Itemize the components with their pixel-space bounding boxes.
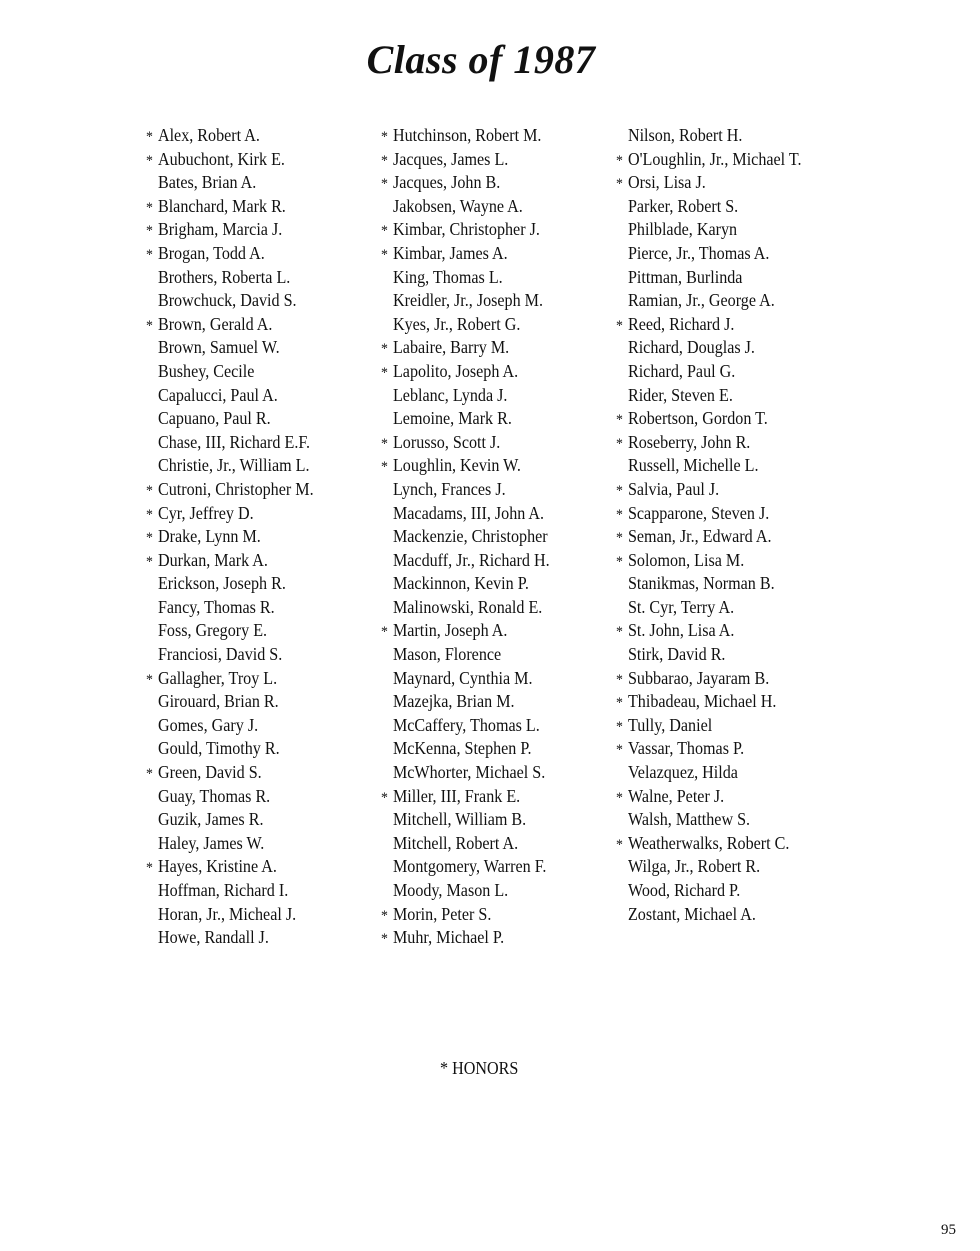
name-entry: [381, 855, 550, 879]
student-name: Green, David S.: [157, 762, 262, 783]
student-name: Brown, Samuel W.: [157, 337, 280, 358]
honors-marker: *: [146, 553, 153, 570]
student-name: Solomon, Lisa M.: [627, 549, 745, 570]
student-name: Erickson, Joseph R.: [157, 573, 286, 594]
student-name: Mackinnon, Kevin P.: [392, 573, 529, 594]
student-name: Gallagher, Troy L.: [157, 667, 278, 688]
name-entry: [146, 171, 314, 195]
student-name: Hoffman, Richard I.: [157, 880, 289, 900]
student-name: Thibadeau, Michael H.: [627, 691, 777, 712]
student-name: Moody, Mason L.: [392, 880, 509, 900]
name-entry: [616, 855, 802, 879]
student-name: Haley, James W.: [157, 832, 265, 853]
name-entry: [616, 879, 802, 903]
student-name: Bushey, Cecile: [157, 360, 255, 381]
name-entry: [616, 596, 802, 620]
student-name: Macduff, Jr., Richard H.: [392, 549, 550, 570]
honors-marker: *: [146, 129, 153, 145]
honors-marker: *: [616, 836, 623, 853]
name-entry: [616, 171, 802, 195]
student-name: Guzik, James R.: [157, 809, 264, 830]
student-name: Tully, Daniel: [627, 714, 713, 735]
name-entry: [146, 808, 314, 832]
student-name: Stanikmas, Norman B.: [627, 573, 775, 594]
name-entry: [381, 596, 550, 620]
student-name: Durkan, Mark A.: [157, 549, 268, 570]
student-name: Alex, Robert A.: [157, 125, 260, 145]
honors-marker: *: [146, 199, 153, 216]
student-name: Pittman, Burlinda: [627, 266, 743, 287]
honors-marker: *: [616, 317, 623, 334]
student-name: Mazejka, Brian M.: [392, 691, 515, 712]
name-entry: [146, 667, 314, 691]
student-name: Mackenzie, Christopher: [392, 526, 548, 547]
student-name: Hutchinson, Robert M.: [392, 125, 542, 145]
student-name: Brigham, Marcia J.: [157, 219, 283, 240]
student-name: Franciosi, David S.: [157, 644, 283, 665]
honors-marker: *: [616, 718, 623, 735]
student-name: Brogan, Todd A.: [157, 242, 265, 263]
student-name: Richard, Douglas J.: [627, 337, 755, 358]
honors-marker: *: [146, 482, 153, 499]
name-entry: [146, 690, 314, 714]
honors-marker: *: [381, 246, 388, 263]
student-name: Pierce, Jr., Thomas A.: [627, 242, 770, 263]
honors-marker: *: [616, 176, 623, 193]
name-entry: [381, 832, 550, 856]
honors-marker: *: [146, 671, 153, 688]
name-entry: [146, 619, 314, 643]
student-name: Kimbar, Christopher J.: [392, 219, 540, 240]
name-entry: [146, 596, 314, 620]
name-entry: [616, 242, 802, 266]
name-entry: [146, 572, 314, 596]
student-name: St. Cyr, Terry A.: [627, 596, 735, 617]
honors-marker: *: [381, 364, 388, 381]
student-name: McCaffery, Thomas L.: [392, 714, 540, 735]
name-entry: [616, 525, 802, 549]
student-name: Jakobsen, Wayne A.: [392, 195, 523, 216]
student-name: Howe, Randall J.: [157, 927, 269, 948]
student-name: Hayes, Kristine A.: [157, 856, 277, 877]
student-name: Russell, Michelle L.: [627, 455, 759, 476]
student-name: Orsi, Lisa J.: [627, 172, 706, 193]
student-name: St. John, Lisa A.: [627, 620, 735, 641]
name-entry: [616, 667, 802, 691]
student-name: Gould, Timothy R.: [157, 738, 280, 759]
name-entry: [381, 903, 550, 927]
name-entry: [381, 667, 550, 691]
name-entry: [146, 242, 314, 266]
student-name: Labaire, Barry M.: [392, 337, 510, 358]
name-entry: [146, 218, 314, 242]
student-name: Weatherwalks, Robert C.: [627, 832, 790, 853]
name-entry: [146, 384, 314, 408]
name-entry: [381, 761, 550, 785]
student-name: Lorusso, Scott J.: [392, 431, 501, 452]
student-name: Zostant, Michael A.: [627, 903, 756, 924]
student-name: Capuano, Paul R.: [157, 408, 271, 429]
name-entry: [381, 525, 550, 549]
name-entry: [616, 289, 802, 313]
name-column-2: [381, 124, 564, 950]
student-name: Philblade, Karyn: [627, 219, 738, 240]
name-entry: [381, 879, 550, 903]
name-entry: [381, 148, 550, 172]
student-name: Seman, Jr., Edward A.: [627, 526, 772, 547]
name-entry: [616, 549, 802, 573]
student-name: Kimbar, James A.: [392, 242, 508, 263]
student-name: Stirk, David R.: [627, 644, 726, 665]
student-name: Macadams, III, John A.: [392, 502, 545, 523]
name-entry: [381, 124, 550, 148]
page-title: Class of 1987: [366, 37, 596, 82]
name-entry: [616, 454, 802, 478]
name-entry: [616, 737, 802, 761]
honors-marker: *: [381, 931, 388, 948]
name-entry: [381, 926, 550, 950]
name-entry: [381, 384, 550, 408]
name-entry: [381, 690, 550, 714]
honors-footnote: * HONORS: [440, 1058, 519, 1078]
name-entry: [616, 643, 802, 667]
name-entry: [146, 502, 314, 526]
name-entry: [381, 619, 550, 643]
name-entry: [381, 785, 550, 809]
student-name: Walne, Peter J.: [627, 785, 725, 806]
name-entry: [146, 926, 314, 950]
student-name: Scapparone, Steven J.: [627, 502, 770, 523]
honors-marker: *: [616, 152, 623, 169]
name-entry: [146, 148, 314, 172]
student-name: Guay, Thomas R.: [157, 785, 271, 806]
name-entry: [616, 266, 802, 290]
honors-marker: *: [616, 412, 623, 429]
name-entry: [146, 737, 314, 761]
name-entry: [616, 903, 802, 927]
name-entry: [616, 808, 802, 832]
student-name: Maynard, Cynthia M.: [392, 667, 533, 688]
honors-marker: *: [616, 530, 623, 547]
name-entry: [616, 407, 802, 431]
name-entry: [146, 714, 314, 738]
student-name: Cyr, Jeffrey D.: [157, 502, 254, 523]
student-name: Cutroni, Christopher M.: [157, 478, 314, 499]
student-name: Vassar, Thomas P.: [627, 738, 745, 759]
student-name: Lapolito, Joseph A.: [392, 360, 519, 381]
honors-marker: *: [616, 671, 623, 688]
name-entry: [616, 313, 802, 337]
student-name: Martin, Joseph A.: [392, 620, 508, 641]
name-entry: [616, 761, 802, 785]
student-name: Salvia, Paul J.: [627, 478, 720, 499]
name-entry: [146, 454, 314, 478]
honors-marker: *: [616, 624, 623, 641]
name-entry: [616, 431, 802, 455]
name-entry: [146, 549, 314, 573]
student-name: McWhorter, Michael S.: [392, 762, 546, 783]
name-entry: [381, 360, 550, 384]
honors-marker: *: [146, 530, 153, 547]
student-name: Leblanc, Lynda J.: [392, 384, 508, 405]
student-name: Roseberry, John R.: [627, 431, 751, 452]
name-entry: [616, 218, 802, 242]
name-entry: [616, 384, 802, 408]
page-number: 95: [941, 1222, 956, 1238]
name-entry: [381, 737, 550, 761]
student-name: Lynch, Frances J.: [392, 478, 506, 499]
name-entry: [616, 360, 802, 384]
student-name: Foss, Gregory E.: [157, 620, 268, 641]
name-entry: [381, 266, 550, 290]
student-name: Wood, Richard P.: [627, 880, 741, 900]
name-column-3: [616, 124, 818, 926]
name-entry: [381, 714, 550, 738]
student-name: O'Loughlin, Jr., Michael T.: [627, 148, 802, 169]
name-entry: [616, 619, 802, 643]
name-entry: [381, 407, 550, 431]
name-entry: [616, 785, 802, 809]
honors-marker: *: [381, 435, 388, 452]
name-entry: [616, 148, 802, 172]
honors-marker: *: [381, 223, 388, 240]
name-entry: [381, 336, 550, 360]
name-entry: [146, 785, 314, 809]
name-entry: [146, 313, 314, 337]
student-name: Chase, III, Richard E.F.: [157, 431, 311, 452]
student-name: Malinowski, Ronald E.: [392, 596, 543, 617]
name-entry: [616, 690, 802, 714]
name-entry: [381, 289, 550, 313]
student-name: Muhr, Michael P.: [392, 927, 505, 948]
student-name: Loughlin, Kevin W.: [392, 455, 521, 476]
honors-marker: *: [381, 341, 388, 358]
student-name: McKenna, Stephen P.: [392, 738, 532, 759]
student-name: Walsh, Matthew S.: [627, 809, 751, 830]
honors-marker: *: [381, 152, 388, 169]
honors-marker: *: [146, 152, 153, 169]
name-entry: [381, 478, 550, 502]
honors-marker: *: [616, 695, 623, 712]
student-name: Fancy, Thomas R.: [157, 596, 275, 617]
student-name: Brown, Gerald A.: [157, 313, 273, 334]
name-entry: [146, 124, 314, 148]
student-name: Kyes, Jr., Robert G.: [392, 313, 521, 334]
honors-marker: *: [616, 482, 623, 499]
student-name: Mitchell, William B.: [392, 809, 527, 830]
name-entry: [381, 549, 550, 573]
student-name: Richard, Paul G.: [627, 360, 736, 381]
student-name: Rider, Steven E.: [627, 384, 733, 405]
honors-marker: *: [146, 506, 153, 523]
name-entry: [616, 124, 802, 148]
name-entry: [146, 879, 314, 903]
honors-marker: *: [381, 624, 388, 641]
student-name: Subbarao, Jayaram B.: [627, 667, 770, 688]
student-name: Jacques, James L.: [392, 148, 509, 169]
name-entry: [616, 478, 802, 502]
student-name: Reed, Richard J.: [627, 313, 735, 334]
student-name: Velazquez, Hilda: [627, 762, 738, 783]
honors-marker: *: [146, 766, 153, 783]
name-entry: [146, 431, 314, 455]
student-name: Kreidler, Jr., Joseph M.: [392, 290, 544, 311]
student-name: Mitchell, Robert A.: [392, 832, 519, 853]
honors-marker: *: [616, 742, 623, 759]
student-name: Capalucci, Paul A.: [157, 384, 278, 405]
honors-marker: *: [616, 789, 623, 806]
name-entry: [146, 643, 314, 667]
name-entry: [146, 360, 314, 384]
name-entry: [616, 832, 802, 856]
name-entry: [146, 761, 314, 785]
student-name: Morin, Peter S.: [392, 903, 492, 924]
name-entry: [616, 336, 802, 360]
name-entry: [381, 808, 550, 832]
student-name: Lemoine, Mark R.: [392, 408, 512, 429]
name-entry: [381, 313, 550, 337]
name-entry: [146, 195, 314, 219]
name-entry: [381, 431, 550, 455]
name-entry: [616, 572, 802, 596]
name-entry: [146, 832, 314, 856]
student-name: Aubuchont, Kirk E.: [157, 148, 285, 169]
student-name: Wilga, Jr., Robert R.: [627, 856, 761, 877]
name-entry: [146, 289, 314, 313]
name-column-1: [146, 124, 328, 950]
honors-marker: *: [616, 553, 623, 570]
student-name: Robertson, Gordon T.: [627, 408, 768, 429]
student-name: King, Thomas L.: [392, 266, 503, 287]
student-name: Drake, Lynn M.: [157, 526, 261, 547]
student-name: Mason, Florence: [392, 644, 502, 665]
name-entry: [146, 525, 314, 549]
name-entry: [616, 502, 802, 526]
honors-marker: *: [146, 317, 153, 334]
student-name: Browchuck, David S.: [157, 290, 297, 311]
name-entry: [381, 218, 550, 242]
name-entry: [146, 266, 314, 290]
student-name: Horan, Jr., Micheal J.: [157, 903, 297, 924]
honors-marker: *: [381, 907, 388, 924]
student-name: Gomes, Gary J.: [157, 714, 259, 735]
student-name: Blanchard, Mark R.: [157, 195, 286, 216]
honors-marker: *: [146, 860, 153, 877]
honors-marker: *: [381, 789, 388, 806]
student-name: Miller, III, Frank E.: [392, 785, 521, 806]
honors-marker: *: [616, 506, 623, 523]
name-entry: [381, 242, 550, 266]
student-name: Brothers, Roberta L.: [157, 266, 291, 287]
student-name: Girouard, Brian R.: [157, 691, 279, 712]
student-name: Parker, Robert S.: [627, 195, 739, 216]
honors-marker: *: [146, 223, 153, 240]
name-entry: [146, 336, 314, 360]
honors-marker: *: [381, 129, 388, 145]
student-name: Montgomery, Warren F.: [392, 856, 547, 877]
honors-marker: *: [381, 176, 388, 193]
student-name: Christie, Jr., William L.: [157, 455, 310, 476]
name-entry: [381, 171, 550, 195]
honors-marker: *: [381, 459, 388, 476]
name-entry: [146, 855, 314, 879]
name-entry: [381, 454, 550, 478]
name-entry: [616, 195, 802, 219]
name-entry: [381, 643, 550, 667]
name-entry: [381, 502, 550, 526]
student-name: Nilson, Robert H.: [627, 125, 743, 145]
honors-marker: *: [616, 435, 623, 452]
name-entry: [146, 407, 314, 431]
name-entry: [381, 572, 550, 596]
name-entry: [381, 195, 550, 219]
student-name: Jacques, John B.: [392, 172, 501, 193]
student-name: Bates, Brian A.: [157, 172, 257, 193]
name-entry: [616, 714, 802, 738]
name-entry: [146, 903, 314, 927]
honors-marker: *: [146, 246, 153, 263]
name-entry: [146, 478, 314, 502]
student-name: Ramian, Jr., George A.: [627, 290, 775, 311]
